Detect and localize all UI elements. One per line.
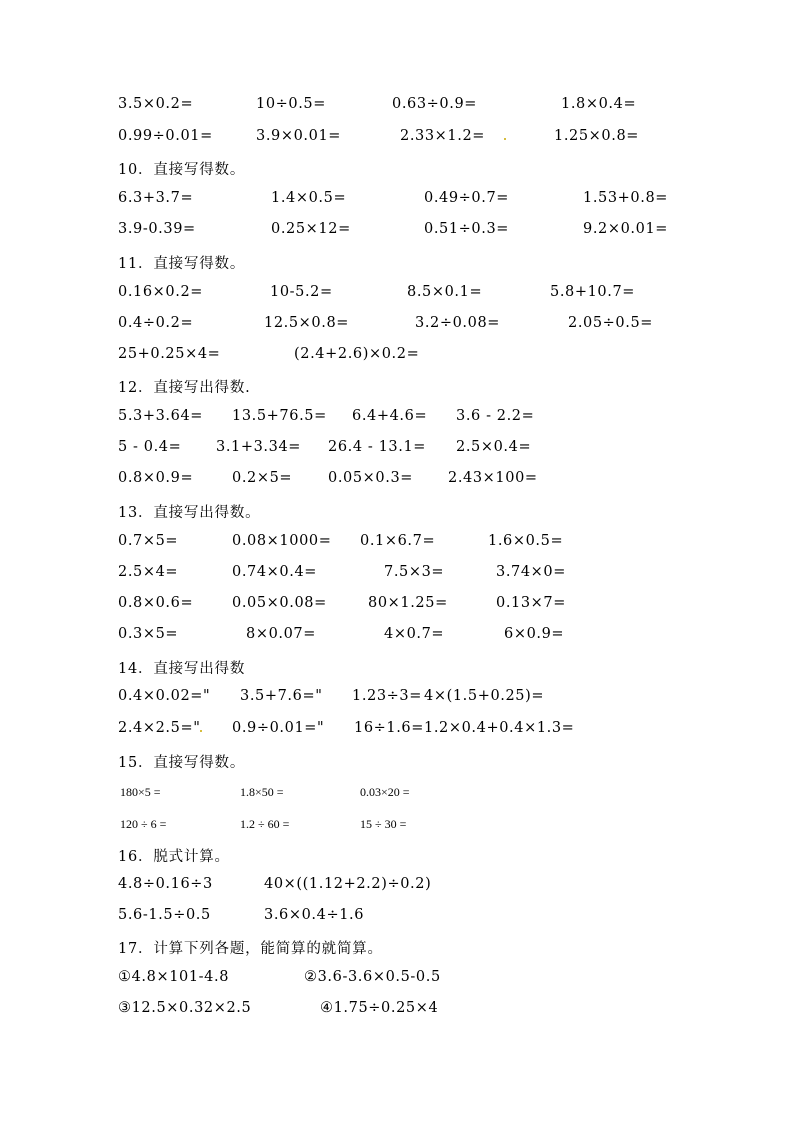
- problem: 0.2×5=: [232, 470, 293, 486]
- problem: 8.5×0.1=: [407, 284, 483, 300]
- problem: 9.2×0.01=: [583, 221, 669, 237]
- problem: 3.5×0.2=: [118, 96, 194, 112]
- problem: 0.1×6.7=: [360, 533, 436, 549]
- problem: 4×0.7=: [384, 626, 445, 642]
- problem: 10÷0.5=: [256, 96, 327, 112]
- problem: 15 ÷ 30 =: [360, 817, 407, 831]
- problem: 0.4×0.02=": [118, 688, 211, 704]
- problem: 0.08×1000=: [232, 533, 332, 549]
- problem: 0.03×20 =: [360, 785, 410, 799]
- problem: 8×0.07=: [246, 626, 317, 642]
- problem: 10-5.2=: [270, 284, 333, 300]
- problem: (2.4+2.6)×0.2=: [294, 346, 420, 362]
- problem: 6.3+3.7=: [118, 190, 194, 206]
- problem: 2.4×2.5=": [118, 720, 201, 736]
- problem: 0.16×0.2=: [118, 284, 204, 300]
- problem: 4.8÷0.16÷3: [118, 876, 213, 892]
- problem: 1.6×0.5=: [488, 533, 564, 549]
- problem: 0.7×5=: [118, 533, 179, 549]
- section-heading-11: 11．直接写得数。: [118, 256, 246, 272]
- problem: 6×0.9=: [504, 626, 565, 642]
- problem: 0.3×5=: [118, 626, 179, 642]
- problem: 6.4+4.6=: [352, 408, 428, 424]
- problem: 1.8×0.4=: [561, 96, 637, 112]
- problem: 0.13×7=: [496, 595, 567, 611]
- problem: 16÷1.6=: [354, 720, 425, 736]
- problem: 0.9÷0.01=": [232, 720, 325, 736]
- problem: 3.9-0.39=: [118, 221, 196, 237]
- section-heading-15: 15．直接写得数。: [118, 755, 246, 771]
- problem: 3.2÷0.08=: [415, 315, 501, 331]
- problem: 40×((1.12+2.2)÷0.2): [264, 876, 432, 892]
- problem: 80×1.25=: [368, 595, 448, 611]
- stray-mark: [200, 730, 202, 732]
- problem: 0.25×12=: [271, 221, 351, 237]
- problem: 7.5×3=: [384, 564, 445, 580]
- problem: 1.23÷3=: [352, 688, 423, 704]
- problem: 180×5 =: [120, 785, 161, 799]
- problem: 3.5+7.6=": [240, 688, 323, 704]
- problem: 2.5×0.4=: [456, 439, 532, 455]
- problem: 0.05×0.3=: [328, 470, 414, 486]
- problem: 3.1+3.34=: [216, 439, 302, 455]
- problem: 12.5×0.8=: [264, 315, 350, 331]
- problem: 26.4 - 13.1=: [328, 439, 427, 455]
- problem: 1.25×0.8=: [554, 128, 640, 144]
- problem: 5 - 0.4=: [118, 439, 182, 455]
- section-heading-14: 14．直接写出得数: [118, 661, 246, 677]
- problem: 2.33×1.2=: [400, 128, 486, 144]
- problem: 1.2 ÷ 60 =: [240, 817, 290, 831]
- problem: 3.6×0.4÷1.6: [264, 907, 365, 923]
- problem: 4×(1.5+0.25)=: [424, 688, 545, 704]
- section-heading-17: 17．计算下列各题，能简算的就简算。: [118, 941, 383, 957]
- problem: 3.74×0=: [496, 564, 567, 580]
- problem: ②3.6-3.6×0.5-0.5: [304, 969, 441, 985]
- problem: 1.4×0.5=: [271, 190, 347, 206]
- problem: 13.5+76.5=: [232, 408, 327, 424]
- problem: 3.6 - 2.2=: [456, 408, 535, 424]
- problem: 0.99÷0.01=: [118, 128, 213, 144]
- problem: 0.8×0.6=: [118, 595, 194, 611]
- problem: 1.53+0.8=: [583, 190, 669, 206]
- problem: 0.63÷0.9=: [392, 96, 478, 112]
- problem: 2.5×4=: [118, 564, 179, 580]
- stray-mark: [504, 138, 506, 140]
- problem: 2.43×100=: [448, 470, 538, 486]
- problem: 120 ÷ 6 =: [120, 817, 167, 831]
- problem: 2.05÷0.5=: [568, 315, 654, 331]
- problem: 0.4÷0.2=: [118, 315, 194, 331]
- problem: 0.74×0.4=: [232, 564, 318, 580]
- problem: 5.8+10.7=: [550, 284, 636, 300]
- problem: 3.9×0.01=: [256, 128, 342, 144]
- section-heading-12: 12．直接写出得数.: [118, 380, 251, 396]
- section-heading-10: 10．直接写得数。: [118, 162, 246, 178]
- section-heading-16: 16．脱式计算。: [118, 849, 230, 865]
- problem: ④1.75÷0.25×4: [320, 1000, 439, 1016]
- problem: 0.51÷0.3=: [424, 221, 510, 237]
- problem: ③12.5×0.32×2.5: [118, 1000, 252, 1016]
- problem: 0.05×0.08=: [232, 595, 327, 611]
- problem: 0.49÷0.7=: [424, 190, 510, 206]
- problem: 5.6-1.5÷0.5: [118, 907, 211, 923]
- problem: 1.2×0.4+0.4×1.3=: [424, 720, 575, 736]
- problem: ①4.8×101-4.8: [118, 969, 230, 985]
- problem: 0.8×0.9=: [118, 470, 194, 486]
- problem: 25+0.25×4=: [118, 346, 221, 362]
- section-heading-13: 13．直接写出得数。: [118, 505, 261, 521]
- problem: 5.3+3.64=: [118, 408, 204, 424]
- problem: 1.8×50 =: [240, 785, 284, 799]
